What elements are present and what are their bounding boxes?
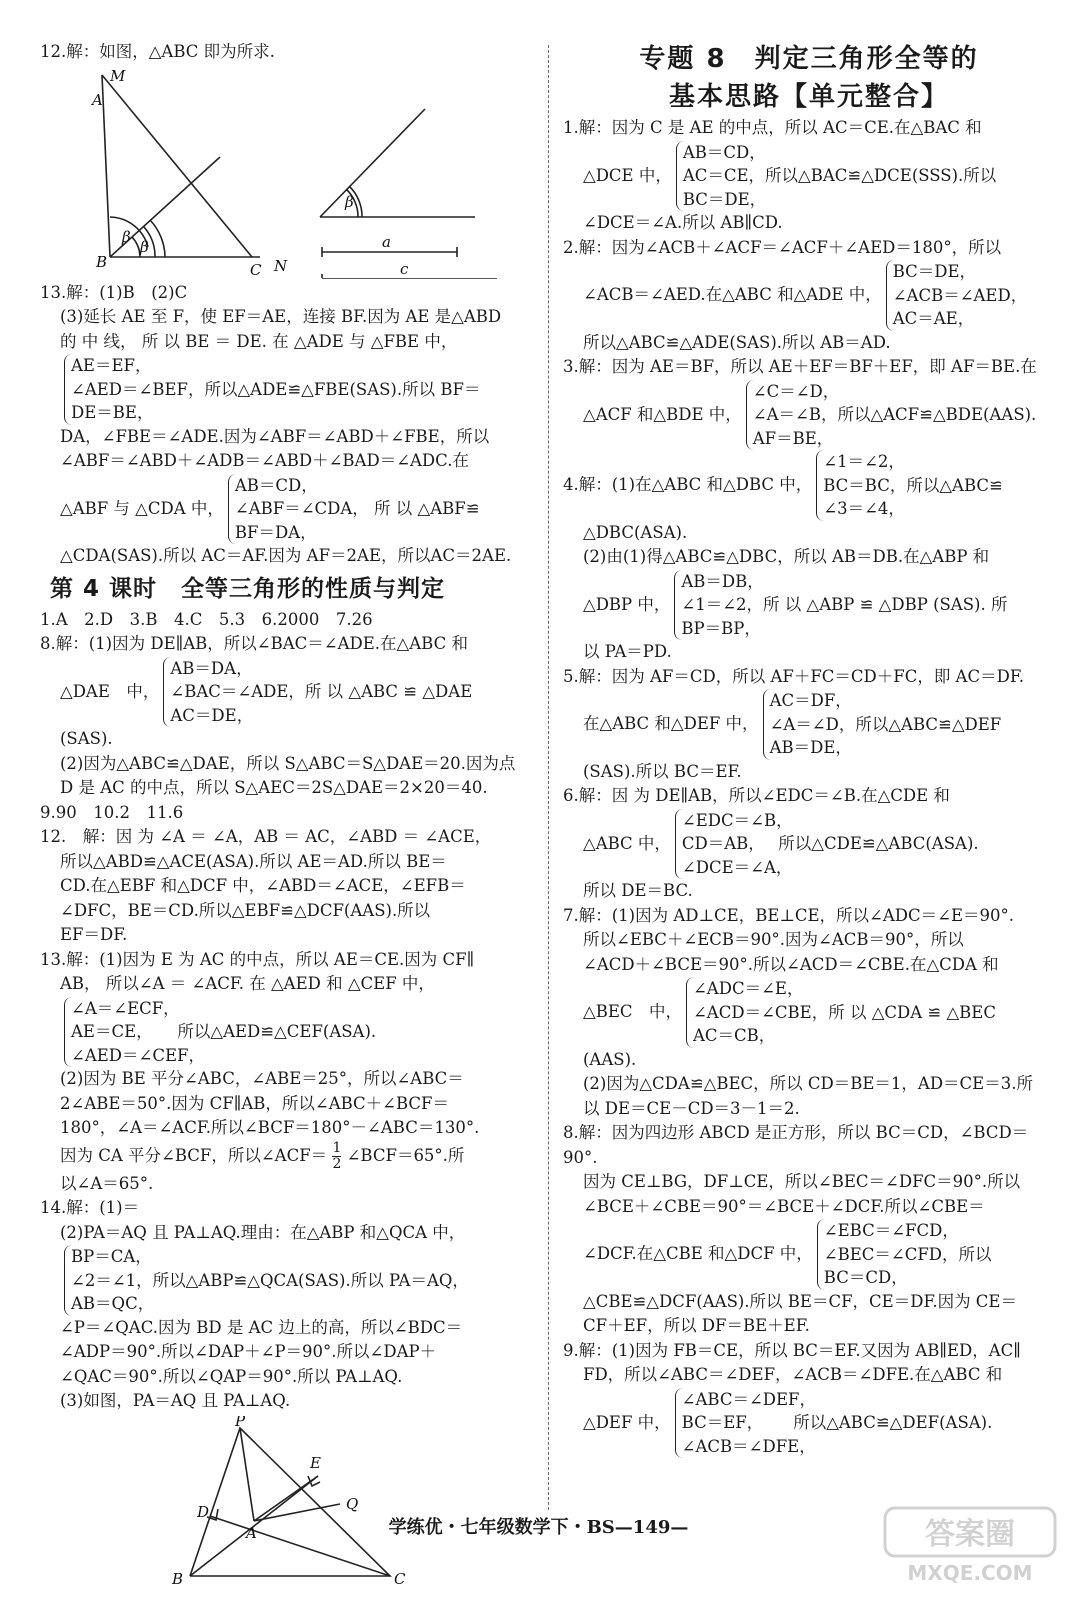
condition: ∠ADC＝∠E， [692,979,804,998]
q13-line: ∠ABF＝∠ABD＋∠ADB＝∠ABD＋∠BAD＝∠ADC.在 [60,451,469,470]
r8-line: CF＋EF，所以 DF＝BE＋EF. [583,1316,810,1335]
system-prefix: △ABC 中， [583,833,671,853]
q8-line: (SAS). [60,729,113,748]
watermark-url: MXQE.COM [907,1561,1033,1585]
condition: AC＝DF， [769,691,852,710]
brace [163,657,472,728]
q13b-line: 以∠A＝65°. [60,1173,154,1193]
q12-text: 12.解：如图，△ABC 即为所求. [40,42,275,61]
system-prefix: 在△ABC 和△DEF 中， [583,714,759,733]
system-prefix: ∠DCF.在△CBE 和△DCF 中， [583,1244,813,1263]
q13b-line: 2∠ABE＝50°.因为 CF∥AB，所以∠ABC＋∠BCF＝ [60,1093,450,1113]
brace [676,141,996,212]
r1-system [563,141,1055,212]
condition: ∠1＝∠2，所 以 △ABP ≌ △DBP (SAS). 所 [681,595,1008,614]
brace [674,570,1007,641]
brace [686,977,996,1048]
brace [816,450,1003,521]
condition: DE＝BE， [71,403,154,422]
condition: ∠1＝∠2， [823,452,905,471]
condition: ∠A＝∠B，所以△ACF≌△BDE(AAS). [752,405,1037,424]
label-beta-1: β [122,227,131,246]
r2-line: 2.解：因为∠ACB＋∠ACF＝∠ACF＋∠AED＝180°，所以 [563,237,1002,257]
topic-title-1: 专题 8 判定三角形全等的 [639,44,979,74]
r7-system [563,977,1055,1048]
q12b-line: 所以△ABD≌△ACE(ASA).所以 AE＝AD.所以 BE＝ [60,851,447,871]
label-c: c [400,259,409,278]
label-C: C [250,260,262,279]
condition: ∠A＝∠D，所以△ABC≌△DEF [769,714,1002,734]
r8-line: ∠BCE＋∠CBE＝90°＝∠BCE＋∠DCF.所以∠CBE＝ [583,1196,985,1216]
condition: AB＝QC， [71,1294,155,1313]
r8-line: △CBE≌△DCF(AAS).所以 BE＝CF，CE＝DF.因为 CE＝ [583,1291,1017,1311]
q12-figure [40,67,510,279]
label-A: A [246,1523,257,1542]
r7-line: 以 DE＝CE－CD＝3－1＝2. [583,1098,800,1118]
r5-line: (SAS).所以 BC＝EF. [583,761,742,781]
answers-1-7: 1.A 2.D 3.B 4.C 5.3 6.2000 7.26 [40,609,373,629]
q12b-line: 12. 解：因 为 ∠A ＝ ∠A，AB ＝ AC，∠ABD ＝ ∠ACE， [40,827,492,846]
q14-system [40,1245,530,1316]
brace [746,380,1037,451]
q14-line: ∠ADP＝90°.所以∠DAP＋∠P＝90°.所以∠DAP＋ [60,1342,437,1361]
q13b-line [40,1141,530,1172]
r7-line: ∠ACD＋∠BCE＝90°.所以∠ACD＝∠CBE.在△CDA 和 [583,954,999,974]
condition: BP＝CA， [71,1247,152,1266]
text: 因为 CA 平分∠BCF，所以∠ACF＝ [60,1145,328,1165]
label-P: P [235,1415,246,1430]
condition: ∠C＝∠D， [752,381,840,401]
system-prefix: △ACF 和△BDE 中， [583,404,742,424]
r6-line: 6.解：因 为 DE∥AB，所以∠EDC＝∠B.在△CDE 和 [563,786,950,805]
condition: AB＝DE， [769,738,852,757]
system-prefix: △BEC 中， [583,1002,682,1021]
system-prefix: △DCE 中， [583,165,672,185]
condition: ∠ABC＝∠DEF， [681,1389,817,1409]
label-N: N [274,256,288,275]
condition: ∠BEC＝∠CFD，所以 [823,1244,992,1264]
condition: AC＝CE，所以△BAC≌△DCE(SSS).所以 [682,166,997,185]
q13-head: 13.解：(1)B (2)C [40,282,188,302]
q8-line: (2)因为△ABC≌△DAE，所以 S△ABC＝S△DAE＝20.因为点 [60,753,516,773]
condition: AB＝DA， [170,658,253,678]
label-A: A [92,90,103,109]
system-prefix: △DBP 中， [583,594,671,614]
condition: AF＝BE， [752,428,834,448]
brace [886,260,1028,331]
label-a: a [382,232,391,251]
condition: ∠BAC＝∠ADE，所 以 △ABC ≌ △DAE [170,682,473,701]
q13b-line: AB， 所以∠A ＝ ∠ACF. 在 △AED 和 △CEF 中， [60,974,435,993]
r3-line: 3.解：因为 AE＝BF，所以 AE＋EF＝BF＋EF，即 AF＝BE.在 [563,357,1037,376]
brace [228,474,480,545]
q13b-line: 180°，∠A＝∠ACF.所以∠BCF＝180°－∠ABC＝130°. [60,1118,480,1137]
brace [64,997,376,1068]
q12b-line: CD.在△EBF 和△DCF 中，∠ABD＝∠ACE，∠EFB＝ [60,876,466,895]
topic-title-2: 基本思路【单元整合】 [668,82,949,112]
condition: AE＝CE， 所以△AED≌△CEF(ASA). [71,1022,377,1041]
r6-line: 所以 DE＝BC. [583,881,693,900]
label-B: B [96,252,108,271]
numerator: 1 [332,1139,342,1156]
r9-line: 9.解：(1)因为 FB＝CE，所以 BC＝EF.又因为 AB∥ED，AC∥ [563,1340,1021,1360]
brace [817,1219,992,1290]
q13b-system [40,997,530,1068]
condition: ∠3＝∠4， [823,499,905,518]
condition: ∠EDC＝∠B， [681,810,793,830]
label-beta-2: β [140,237,149,256]
brace [675,1388,993,1459]
condition: ∠2＝∠1，所以△ABP≌△QCA(SAS).所以 PA＝AQ， [71,1270,469,1290]
q13-system-2 [40,474,530,545]
condition: ∠AED＝∠CEF， [71,1045,205,1065]
q14-line: 14.解：(1)＝ [40,1198,140,1217]
condition: BC＝BC，所以△ABC≌ [823,475,1003,495]
brace [64,1245,469,1316]
r2-system [563,260,1055,331]
r4-system [563,450,1055,521]
condition: BC＝CD， [823,1268,908,1287]
q13-line: (3)延长 AE 至 F，使 EF＝AE，连接 BF.因为 AE 是△ABD [60,307,502,326]
r5-line: 5.解：因为 AF＝CD，所以 AF＋FC＝CD＋FC，即 AC＝DF. [563,666,1024,686]
r7-line: (AAS). [583,1049,637,1069]
r1-line: ∠DCE＝∠A.所以 AB∥CD. [583,213,783,232]
condition: ∠EBC＝∠FCD， [823,1221,959,1240]
brace [64,354,480,425]
right-column [563,40,1055,1458]
condition: ∠AED＝∠BEF，所以△ADE≌△FBE(SAS).所以 BF＝ [71,379,481,399]
q8-system [40,657,530,728]
condition: AB＝CD， [682,142,766,162]
r9-system [563,1388,1055,1459]
q8-line: D 是 AC 的中点，所以 S△AEC＝2S△DAE＝2×20＝40. [60,778,488,797]
label-D: D [197,1502,210,1521]
system-prefix: △DEF 中， [583,1412,671,1432]
left-column [40,40,530,1588]
label-B: B [172,1569,184,1586]
condition: AB＝CD， [234,475,318,495]
answers-9-11: 9.90 10.2 11.6 [40,802,184,822]
column-divider [548,45,549,1510]
system-prefix: ∠ACB＝∠AED.在△ABC 和△ADE 中， [583,285,882,304]
fraction [332,1141,341,1172]
brace [763,689,1002,760]
q12b-line: EF＝DF. [60,925,128,944]
q13-system [40,354,530,425]
page-footer: 学练优・七年级数学下・BS—149— [388,1517,689,1538]
q14-line: (2)PA＝AQ 且 PA⊥AQ.理由：在△ABP 和△QCA 中， [60,1222,466,1242]
watermark-logo [880,1500,1060,1590]
condition: ∠ABF＝∠CDA， 所 以 △ABF≌ [234,499,480,518]
system-prefix: △ABF 与 △CDA 中， [60,498,224,518]
r4-line: (2)由(1)得△ABC≌△DBC，所以 AB＝DB.在△ABP 和 [583,547,990,566]
r5-system [563,689,1055,760]
label-Q: Q [346,1494,359,1513]
label-C: C [394,1569,406,1586]
label-E: E [310,1453,321,1472]
r4-line: 以 PA＝PD. [583,642,672,661]
q13b-line: 13.解：(1)因为 E 为 AC 的中点，所以 AE＝CE.因为 CF∥ [40,949,475,969]
r6-system [563,809,1055,880]
q13-line: △CDA(SAS).所以 AC＝AF.因为 AF＝2AE，所以AC＝2AE. [60,546,512,565]
q13-line: 的 中 线， 所 以 BE ＝ DE. 在 △ADE 与 △FBE 中， [60,331,458,351]
q8-line: 8.解：(1)因为 DE∥AB，所以∠BAC＝∠ADE.在△ABC 和 [40,634,468,653]
r8-line: 因为 CE⊥BG，DF⊥CE，所以∠BEC＝∠DFC＝90°.所以 [583,1172,1021,1191]
condition: CD＝AB， 所以△CDE≌△ABC(ASA). [681,834,979,853]
r1-line: 1.解：因为 C 是 AE 的中点，所以 AC＝CE.在△BAC 和 [563,118,982,137]
q14-line: (3)如图，PA＝AQ 且 PA⊥AQ. [60,1391,291,1410]
r8-system [563,1219,1055,1290]
label-beta-3: β [345,192,354,211]
q14-line: ∠P＝∠QAC.因为 BD 是 AC 边上的高，所以∠BDC＝ [60,1317,463,1337]
condition: ∠ACB＝∠AED， [892,285,1028,305]
text: ∠BCF＝65°.所 [346,1145,465,1165]
system-prefix: 4.解：(1)在△ABC 和△DBC 中， [563,475,813,494]
r7-line: (2)因为△CDA≌△BEC，所以 CD＝BE＝1，AD＝CE＝3.所 [583,1074,1033,1093]
condition: BC＝EF， 所以△ABC≌△DEF(ASA). [681,1413,993,1432]
denominator: 2 [332,1155,342,1172]
q12b-line: ∠DFC，BE＝CD.所以△EBF≌△DCF(AAS).所以 [60,900,431,920]
condition: BF＝DA， [234,522,317,542]
condition: BP＝BP， [681,618,761,638]
condition: BC＝DE， [682,189,767,209]
watermark-text: 答案圈 [925,1517,1015,1552]
condition: AB＝DB， [681,571,764,591]
q14-line: ∠QAC＝90°.所以∠QAP＝90°.所以 PA⊥AQ. [60,1366,403,1386]
brace [675,809,979,880]
r9-line: FD，所以∠ABC＝∠DEF，∠ACB＝∠DFE.在△ABC 和 [583,1365,1003,1384]
condition: ∠ACD＝∠CBE，所 以 △CDA ≌ △BEC [692,1002,996,1022]
condition: ∠DCE＝∠A， [681,857,793,877]
condition: ∠ACB＝∠DFE， [681,1436,816,1456]
r8-line: 8.解：因为四边形 ABCD 是正方形，所以 BC＝CD，∠BCD＝90°. [563,1123,1029,1167]
q13-line: DA，∠FBE＝∠ADE.因为∠ABF＝∠ABD＋∠FBE，所以 [60,426,490,446]
condition: BC＝DE， [892,262,977,281]
system-prefix: △DAE 中， [60,681,160,701]
condition: AC＝CB， [692,1026,776,1045]
lesson-title: 第 4 课时 全等三角形的性质与判定 [50,575,446,602]
r3-system [563,380,1055,451]
condition: AC＝AE， [892,309,975,328]
r7-line: 所以∠EBC＋∠ECB＝90°.因为∠ACB＝90°，所以 [583,930,964,949]
condition: AC＝DE， [170,705,254,725]
r4-system-2 [563,570,1055,641]
q14-figure [40,1416,520,1586]
label-M: M [110,66,126,85]
r4-line: △DBC(ASA). [583,522,688,542]
condition: AE＝EF， [71,356,152,375]
condition: ∠A＝∠ECF， [71,998,180,1018]
r2-line: 所以△ABC≌△ADE(SAS).所以 AB＝AD. [583,332,891,352]
r7-line: 7.解：(1)因为 AD⊥CE，BE⊥CE，所以∠ADC＝∠E＝90°. [563,905,1015,925]
q13b-line: (2)因为 BE 平分∠ABC，∠ABE＝25°，所以∠ABC＝ [60,1069,464,1088]
